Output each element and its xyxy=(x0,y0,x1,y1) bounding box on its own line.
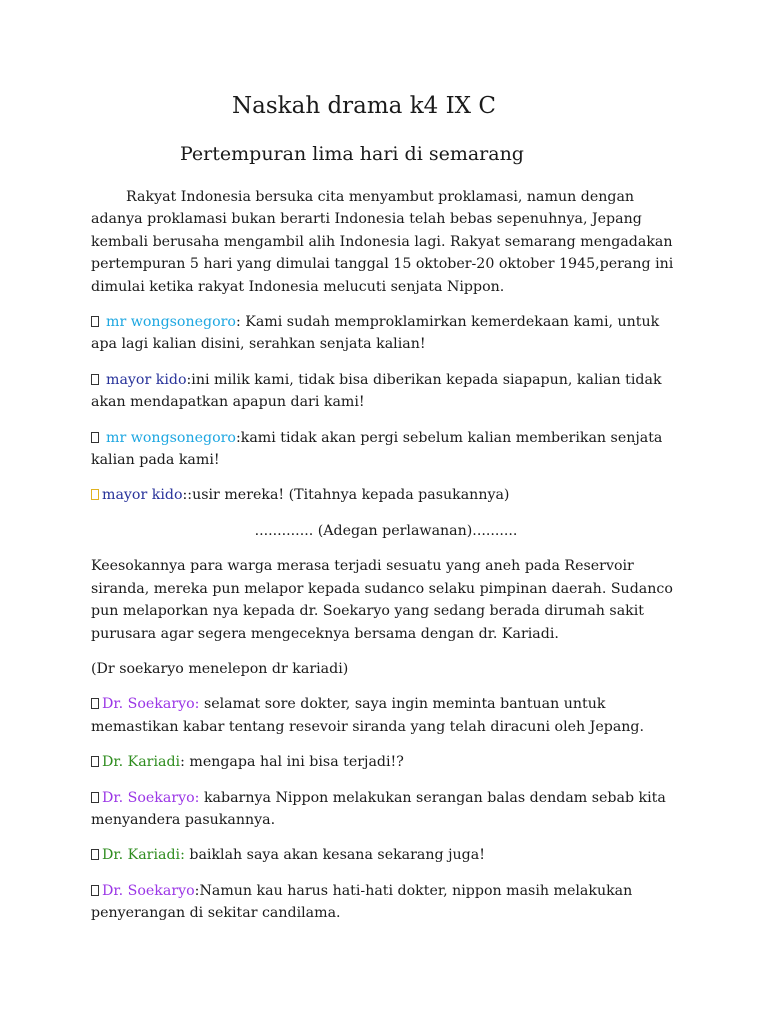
speaker-name: Dr. Soekaryo: xyxy=(102,696,200,713)
document-body xyxy=(91,186,681,938)
dialog-line xyxy=(91,880,681,925)
bullet-icon xyxy=(91,698,99,709)
bullet-icon xyxy=(91,756,99,767)
document-subtitle: Pertempuran lima hari di semarang xyxy=(180,143,524,165)
dialog-line xyxy=(91,311,681,356)
dialog-text: :ini milik kami, tidak bisa diberikan kepada siapapun, kalian tidak akan mendapatkan apapun dari kami! xyxy=(91,371,662,411)
bullet-icon xyxy=(91,885,99,896)
stage-direction: (Dr soekaryo menelepon dr kariadi) xyxy=(91,660,349,677)
bullet-icon xyxy=(91,849,99,860)
dialog-text: : mengapa hal ini bisa terjadi!? xyxy=(180,754,404,771)
speaker-name: mayor kido xyxy=(102,487,183,504)
dialog-text: baiklah saya akan kesana sekarang juga! xyxy=(184,847,485,864)
speaker-name: Dr. Soekaryo xyxy=(102,882,195,899)
speaker-name: mr wongsonegoro xyxy=(106,429,236,446)
dialog-text: selamat sore dokter, saya ingin meminta bantuan untuk memastikan kabar tentang resevoir siranda yang telah diracuni oleh Jepang. xyxy=(91,696,645,735)
speaker-name: mayor kido xyxy=(106,371,187,388)
dialog-text: kabarnya Nippon melakukan serangan balas dendam sebab kita menyandera pasukannya. xyxy=(91,789,666,828)
speaker-name: Dr. Soekaryo: xyxy=(102,789,200,806)
dialog-line xyxy=(91,369,681,414)
dialog-line xyxy=(91,787,681,832)
speaker-name: Dr. Kariadi xyxy=(102,754,181,771)
bullet-icon xyxy=(91,489,99,500)
dialog-text: ::usir mereka! (Titahnya kepada pasukannya) xyxy=(182,487,510,504)
speaker-name: Dr. Kariadi: xyxy=(102,847,185,864)
dialog-line xyxy=(91,844,681,866)
speaker-name: mr wongsonegoro xyxy=(106,314,236,331)
bullet-icon xyxy=(91,792,99,803)
dialog-line xyxy=(91,427,681,472)
bullet-icon xyxy=(91,316,99,327)
intro-paragraph: Rakyat Indonesia bersuka cita menyambut proklamasi, namun dengan adanya proklamasi bukan berarti Indonesia telah bebas sepenuhnya, Jepang kembali berusaha mengambil alih Indonesia lagi. Rakyat semarang mengadakan pertempuran 5 hari yang dimulai tanggal 15 oktober-20 oktober 1945,perang ini dimulai ketika rakyat Indonesia melucuti senjata Nippon. xyxy=(91,189,674,295)
dialog-text: :Namun kau harus hati-hati dokter, nippon masih melakukan penyerangan di sekitar candilama. xyxy=(91,882,633,922)
scene-break: ............. (Adegan perlawanan).......... xyxy=(254,522,518,539)
narration-paragraph: Keesokannya para warga merasa terjadi sesuatu yang aneh pada Reservoir siranda, mereka pun melapor kepada sudanco selaku pimpinan daerah. Sudanco pun melaporkan nya kepada dr. Soekaryo yang sedang berada dirumah sakit purusara agar segera mengeceknya bersama dengan dr. Kariadi. xyxy=(91,558,673,642)
dialog-line xyxy=(91,693,681,738)
document-title: Naskah drama k4 IX C xyxy=(232,93,496,119)
dialog-line xyxy=(91,751,681,773)
dialog-text: : Kami sudah memproklamirkan kemerdekaan kami, untuk apa lagi kalian disini, serahkan senjata kalian! xyxy=(91,314,660,353)
bullet-icon xyxy=(91,374,99,385)
dialog-text: :kami tidak akan pergi sebelum kalian memberikan senjata kalian pada kami! xyxy=(91,429,663,469)
dialog-line xyxy=(91,484,681,506)
bullet-icon xyxy=(91,432,99,443)
